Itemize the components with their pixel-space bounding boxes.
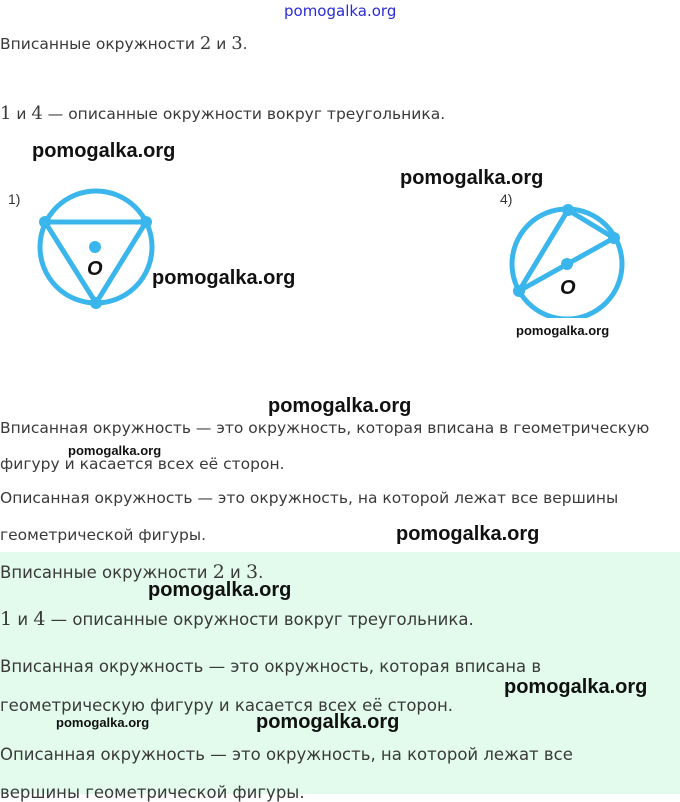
number: 1 [0,608,13,630]
watermark: pomogalka.org [268,395,412,417]
answer-circumscribed-statement [0,608,474,630]
figure-4-label: 4) [500,191,513,207]
watermark: pomogalka.org [32,140,176,162]
answer-inscribed-definition-line-2: геометрическую фигуру и касается всех её сторон. [0,696,454,715]
vertex-dot [90,297,102,309]
circumscribed-statement [0,103,445,124]
center-dot [561,258,573,270]
text: . [242,35,248,53]
figure-1-inscribed-triangle [30,185,165,315]
watermark: pomogalka.org [152,267,296,289]
watermark: pomogalka.org [396,523,540,545]
center-dot [89,241,101,253]
text: — описанные окружности вокруг треугольника. [42,105,446,123]
number: 4 [31,103,43,124]
answer-circumscribed-definition-line-1: Описанная окружность — это окружность, на которой лежат все [0,745,573,764]
text: — описанные окружности вокруг треугольника. [45,610,474,629]
text: Вписанные окружности [0,35,200,53]
watermark: pomogalka.org [68,443,162,458]
figure-4-circumscribed-triangle [505,198,630,318]
watermark: pomogalka.org [400,167,544,189]
text: Вписанные окружности [0,563,213,582]
number: 3 [246,561,259,583]
text: и [11,105,32,123]
watermark: pomogalka.org [56,715,150,730]
text: и [12,610,34,629]
number: 2 [199,33,212,54]
vertex-dot [562,204,574,216]
answer-circumscribed-definition-line-2: вершины геометрической фигуры. [0,783,305,802]
top-watermark: pomogalka.org [284,2,397,20]
figure-1-label: 1) [8,191,21,207]
number: 2 [212,561,225,583]
answer-inscribed-definition-line-1: Вписанная окружность — это окружность, которая вписана в [0,657,542,676]
watermark: pomogalka.org [256,711,400,733]
text: . [258,563,264,582]
watermark: pomogalka.org [148,579,292,601]
number: 1 [0,103,12,124]
number: 3 [231,33,243,54]
center-label: O [87,258,103,280]
text: и [224,563,247,582]
inscribed-definition-line-1: Вписанная окружность — это окружность, которая вписана в геометрическую [0,419,650,437]
inscribed-definition-line-2: фигуру и касается всех её сторон. [0,455,285,473]
circumscribed-definition-line-2: геометрической фигуры. [0,526,207,544]
circumscribed-definition-line-1: Описанная окружность — это окружность, на которой лежат все вершины [0,489,619,507]
number: 4 [33,608,46,630]
watermark: pomogalka.org [516,323,610,338]
watermark: pomogalka.org [504,676,648,698]
inscribed-statement [0,33,248,54]
vertex-dot [513,285,525,297]
vertex-dot [608,232,620,244]
text: и [211,35,232,53]
vertex-dot [39,216,51,228]
center-label: O [560,277,576,299]
vertex-dot [140,216,152,228]
